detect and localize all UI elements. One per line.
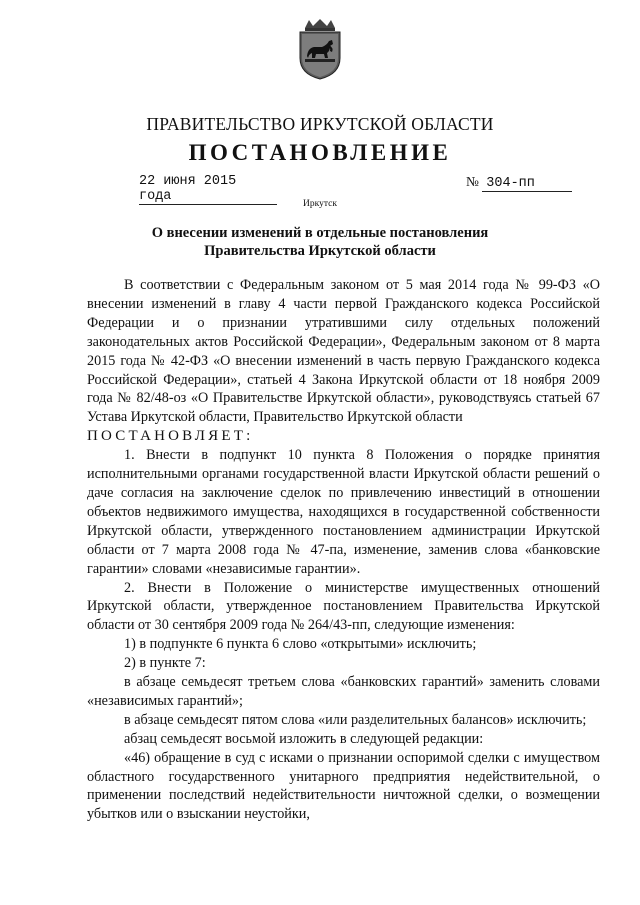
resolves-heading: ПОСТАНОВЛЯЕТ: [87,428,254,445]
item-2-paragraph: 2. Внести в Положение о министерстве имущественных отношений Иркутской области, утвержденное постановлением Правительства Иркутской области от 30 сентября 2009 года № 264/43-пп, следующие изменения: [87,579,600,634]
decree-date: 22 июня 2015 года [139,174,277,205]
title-line-2: Правительства Иркутской области [204,243,436,259]
coat-of-arms-icon [296,18,344,80]
decree-number-block [466,174,572,192]
item-2-subitem-1: 1) в подпункте 6 пункта 6 слово «открытыми» исключить; [124,636,477,653]
title-line-1: О внесении изменений в отдельные постановления [151,225,489,241]
item-2-subitem-2-paragraph-a: в абзаце семьдесят третьем слова «банковских гарантий» заменить словами «независимых гарантий»; [87,674,600,709]
city-name: Иркутск [303,199,337,209]
document-title [0,224,640,260]
preamble-paragraph: В соответствии с Федеральным законом от 5 мая 2014 года № 99-ФЗ «О внесении изменений в главу 4 части первой Гражданского кодекса Российской Федерации и о признании утратившими силу отдельных положений законодательных актов Российской Федерации», Федеральным законом от 8 марта 2015 года № 42-ФЗ «О внесении изменений в часть первую Гражданского кодекса Российской Федерации», статьей 4 Закона Иркутской области от 18 ноября 2009 года № 82/48-оз «О Правительстве Иркутской области», руководствуясь статьей 67 Устава Иркутской области, Правительство Иркутской области [87,277,600,426]
document-body [87,276,600,824]
item-2-subitem-2-paragraph-c: абзац семьдесят восьмой изложить в следующей редакции: [124,730,484,747]
decree-number: 304-пп [482,176,572,192]
government-name: ПРАВИТЕЛЬСТВО ИРКУТСКОЙ ОБЛАСТИ [146,114,494,134]
document-type-heading: ПОСТАНОВЛЕНИЕ [188,140,452,165]
item-1-paragraph: 1. Внести в подпункт 10 пункта 8 Положения о порядке принятия исполнительными органами государственной власти Иркутской области решений о даче согласия на заключение сделок по привлечению инвестиций в отношении объектов недвижимого имущества, находящихся в государственной собственности Иркутской области, утвержденного постановлением администрации Иркутской области от 7 марта 2008 года № 47-па, изменение, заменив слова «банковские гарантии» словами «независимые гарантии». [87,447,600,577]
number-sign: № [466,174,479,189]
item-2-subitem-2: 2) в пункте 7: [124,655,206,672]
item-2-subitem-2-paragraph-d: «46) обращение в суд с исками о признании оспоримой сделки с имуществом областного государственного унитарного предприятия недействительной, о применении последствий недействительности ничтожной сделки, о возмещении убытков или о взыскании неустойки, [87,749,600,823]
item-2-subitem-2-paragraph-b: в абзаце семьдесят пятом слова «или разделительных балансов» исключить; [124,711,587,728]
